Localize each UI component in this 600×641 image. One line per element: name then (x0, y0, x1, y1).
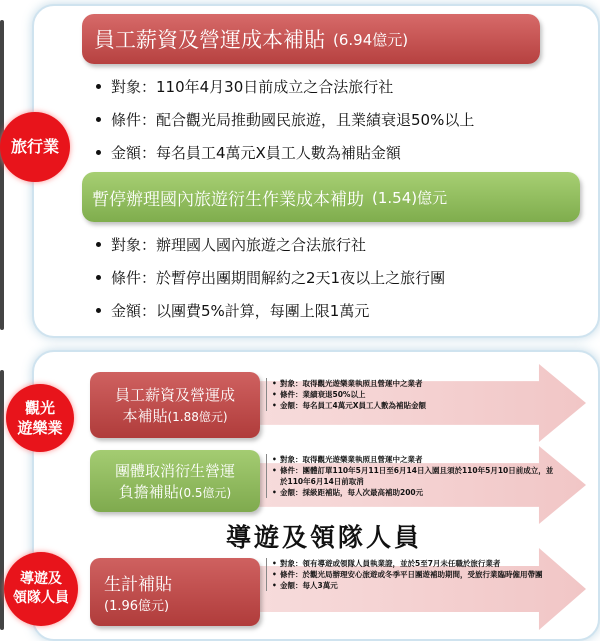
list-item: • 對象：取得觀光遊樂業執照且營運中之業者 (272, 455, 423, 464)
suspension-subsidy-list (96, 228, 445, 327)
amusement-salary-amount: (1.88億元) (167, 410, 228, 424)
salary-subsidy-banner (82, 14, 540, 64)
amusement-cancel-title-line1: 團體取消衍生營運 (114, 462, 235, 480)
salary-subsidy-amount: (6.94億元) (333, 30, 409, 49)
amusement-cancel-amount: (0.5億元) (178, 486, 232, 500)
amusement-salary-title-line2: 本補貼(1.88億元) (122, 407, 228, 425)
left-edge-marker-top (0, 20, 4, 330)
list-item: • 對象：取得觀光遊樂業執照且營運中之業者 (272, 379, 423, 388)
amusement-label (6, 384, 74, 452)
list-item: • 金額：每人3萬元 (272, 581, 338, 590)
guides-label-line1: 導遊及 (20, 571, 62, 588)
list-item: 對象：110年4月30日前成立之合法旅行社 (96, 70, 474, 103)
guides-heading: 導遊及領隊人員 (226, 523, 423, 552)
amusement-label-line1: 觀光 (24, 398, 55, 417)
amusement-cancel-details (266, 454, 556, 498)
bullet-dot (96, 308, 101, 313)
list-item: • 金額：採級距補貼，每人次最高補助200元 (272, 488, 424, 497)
amusement-salary-details (266, 378, 516, 411)
guides-living-details (266, 558, 550, 591)
list-item: • 金額：每名員工4萬元X員工人數為補貼金額 (272, 401, 426, 410)
list-item: 條件：於暫停出團期間解約之2天1夜以上之旅行團 (96, 261, 445, 294)
suspension-subsidy-banner (82, 172, 580, 222)
list-item: 金額：每名員工4萬元X員工人數為補貼金額 (96, 136, 474, 169)
bullet-dot (96, 242, 101, 247)
bullet-dot (96, 150, 101, 155)
list-item: 對象：辦理國人國內旅遊之合法旅行社 (96, 228, 445, 261)
bullet-dot (96, 275, 101, 280)
amusement-salary-title-line1: 員工薪資及營運成 (114, 386, 235, 404)
guides-label-line2: 領隊人員 (13, 590, 69, 606)
list-item: • 對象：領有導遊或領隊人員執業證，並於5至7月未任職於旅行業者 (272, 559, 501, 568)
guides-living-box (90, 558, 260, 626)
amusement-salary-box (90, 372, 260, 438)
salary-subsidy-title: 員工薪資及營運成本補貼 (94, 28, 325, 52)
list-item: • 條件：團體訂單110年5月11日至6月14日入園且須於110年5月10日前成立，並於110年6月14日前取消 (272, 466, 554, 486)
list-item: • 條件：於觀光局辦理安心旅遊或冬季平日團遊補助期間，受旅行業臨時僱用帶團 (272, 570, 543, 579)
amusement-cancel-box (90, 450, 260, 512)
list-item: 金額：以團費5%計算，每團上限1萬元 (96, 294, 445, 327)
amusement-label-line2: 遊樂業 (17, 419, 63, 437)
guides-living-title: 生計補貼 (104, 575, 172, 595)
suspension-subsidy-title: 暫停辦理國內旅遊衍生作業成本補助 (92, 189, 364, 210)
amusement-cancel-title-line2: 負擔補貼(0.5億元) (118, 483, 232, 501)
bullet-dot (96, 117, 101, 122)
guides-label (4, 552, 78, 626)
suspension-subsidy-amount: (1.54)億元 (372, 188, 448, 207)
travel-agency-label (0, 112, 70, 182)
travel-agency-label-text: 旅行業 (10, 137, 59, 157)
list-item: 條件：配合觀光局推動國民旅遊，且業績衰退50%以上 (96, 103, 474, 136)
salary-subsidy-list (96, 70, 474, 169)
bullet-dot (96, 84, 101, 89)
list-item: • 條件：業績衰退50%以上 (272, 390, 366, 399)
guides-living-amount: (1.96億元) (104, 599, 170, 614)
